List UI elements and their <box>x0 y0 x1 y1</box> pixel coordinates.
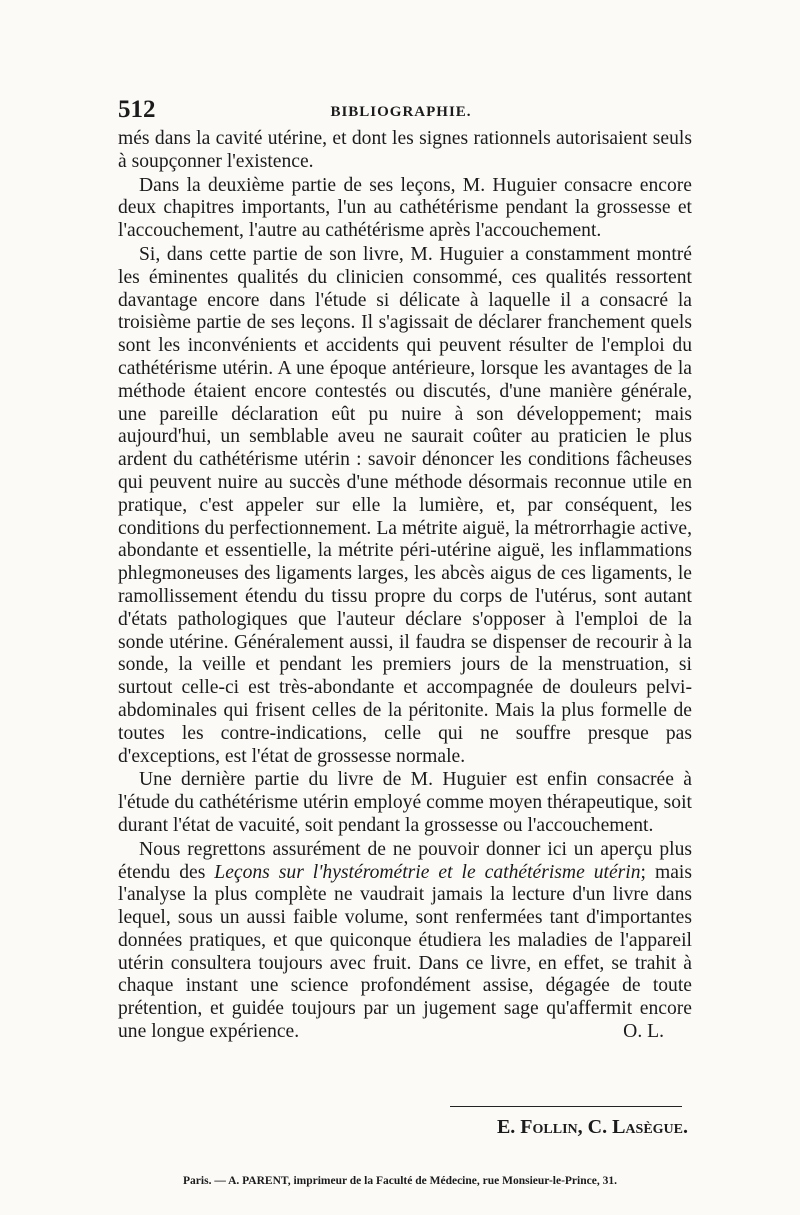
paragraph: Si, dans cette partie de son livre, M. Huguier a constamment montré les éminentes qualités du clinicien consommé, ces qualités ressortent davantage encore dans l'étude si délicate à laquelle il a consacré la troisième partie de ses leçons. Il s'agissait de déclarer franchement quels sont les inconvénients et accidents qui peuvent résulter de l'emploi du cathétérisme utérin. A une époque antérieure, lorsque les avantages de la méthode étaient encore contestés ou discutés, d'une manière générale, une pareille déclaration eût pu nuire à son développement; mais aujourd'hui, un semblable aveu ne saurait coûter au praticien le plus ardent du cathétérisme utérin : savoir dénoncer les conditions fâcheuses qui peuvent nuire au succès d'une méthode désormais reconnue utile en pratique, c'est appeler sur elle la lumière, et, par conséquent, les conditions du perfectionnement. La métrite aiguë, la métrorrhagie active, abondante et essentielle, la métrite péri-utérine aiguë, les inflammations phlegmoneuses des ligaments larges, les abcès aigus de ces ligaments, le ramollissement étendu du tissu propre du corps de l'utérus, sont autant d'états pathologiques que l'auteur déclare s'opposer à l'emploi de la sonde utérine. Généralement aussi, il faudra se dispenser de recourir à la sonde, la veille et pendant les premiers jours de la menstruation, si surtout celle-ci est très-abondante et accompagnée de douleurs pelvi-abdominales qui frisent celles de la péritonite. Mais la plus formelle de toutes les contre-indications, celle qui ne souffre presque pas d'exceptions, est l'état de grossesse normale. <box>118 243 692 767</box>
paragraph-text: Nous regrettons assurément de ne pouvoir donner ici un aperçu plus étendu des <box>118 838 692 883</box>
signature-rule <box>450 1106 682 1107</box>
paragraph: Dans la deuxième partie de ses leçons, M. Huguier consacre encore deux chapitres importants, l'un au cathétérisme pendant la grossesse et l'accouchement, l'autre au cathétérisme après l'accouchement. <box>118 174 692 242</box>
authors-signature: E. Follin, C. Lasègue. <box>496 1116 688 1138</box>
paragraph-continuation: més dans la cavité utérine, et dont les signes rationnels autorisaient seuls à soupçonner l'existence. <box>118 128 692 172</box>
book-title: Leçons sur l'hystérométrie et le cathétérisme utérin <box>214 861 641 883</box>
paragraph: Une dernière partie du livre de M. Huguier est enfin consacrée à l'étude du cathétérisme utérin employé comme moyen thérapeutique, soit durant l'état de vacuité, soit pendant la grossesse ou l'accouchement. <box>118 769 692 836</box>
printer-imprint: Paris. — A. PARENT, imprimeur de la Faculté de Médecine, rue Monsieur-le-Prince, 31. <box>183 1175 617 1187</box>
paragraph-text: ; mais l'analyse la plus complète ne vaudrait jamais la lecture d'un livre dans lequel, sous un aussi faible volume, sont renfermées tant d'importantes données pratiques, et que quiconque étudiera les maladies de l'appareil utérin consultera toujours avec fruit. Dans ce livre, en effet, se trahit à chaque instant une science profondément assise, dégagée de toute prétention, et guidée toujours par un jugement sage qu'affermit encore une longue expérience. <box>118 861 692 1043</box>
final-paragraph <box>118 839 692 1044</box>
body-text <box>118 128 692 1044</box>
review-signoff: O. L. <box>623 1021 664 1043</box>
running-title: BIBLIOGRAPHIE. <box>330 104 472 120</box>
page-number: 512 <box>118 96 156 123</box>
page-header <box>118 96 684 128</box>
